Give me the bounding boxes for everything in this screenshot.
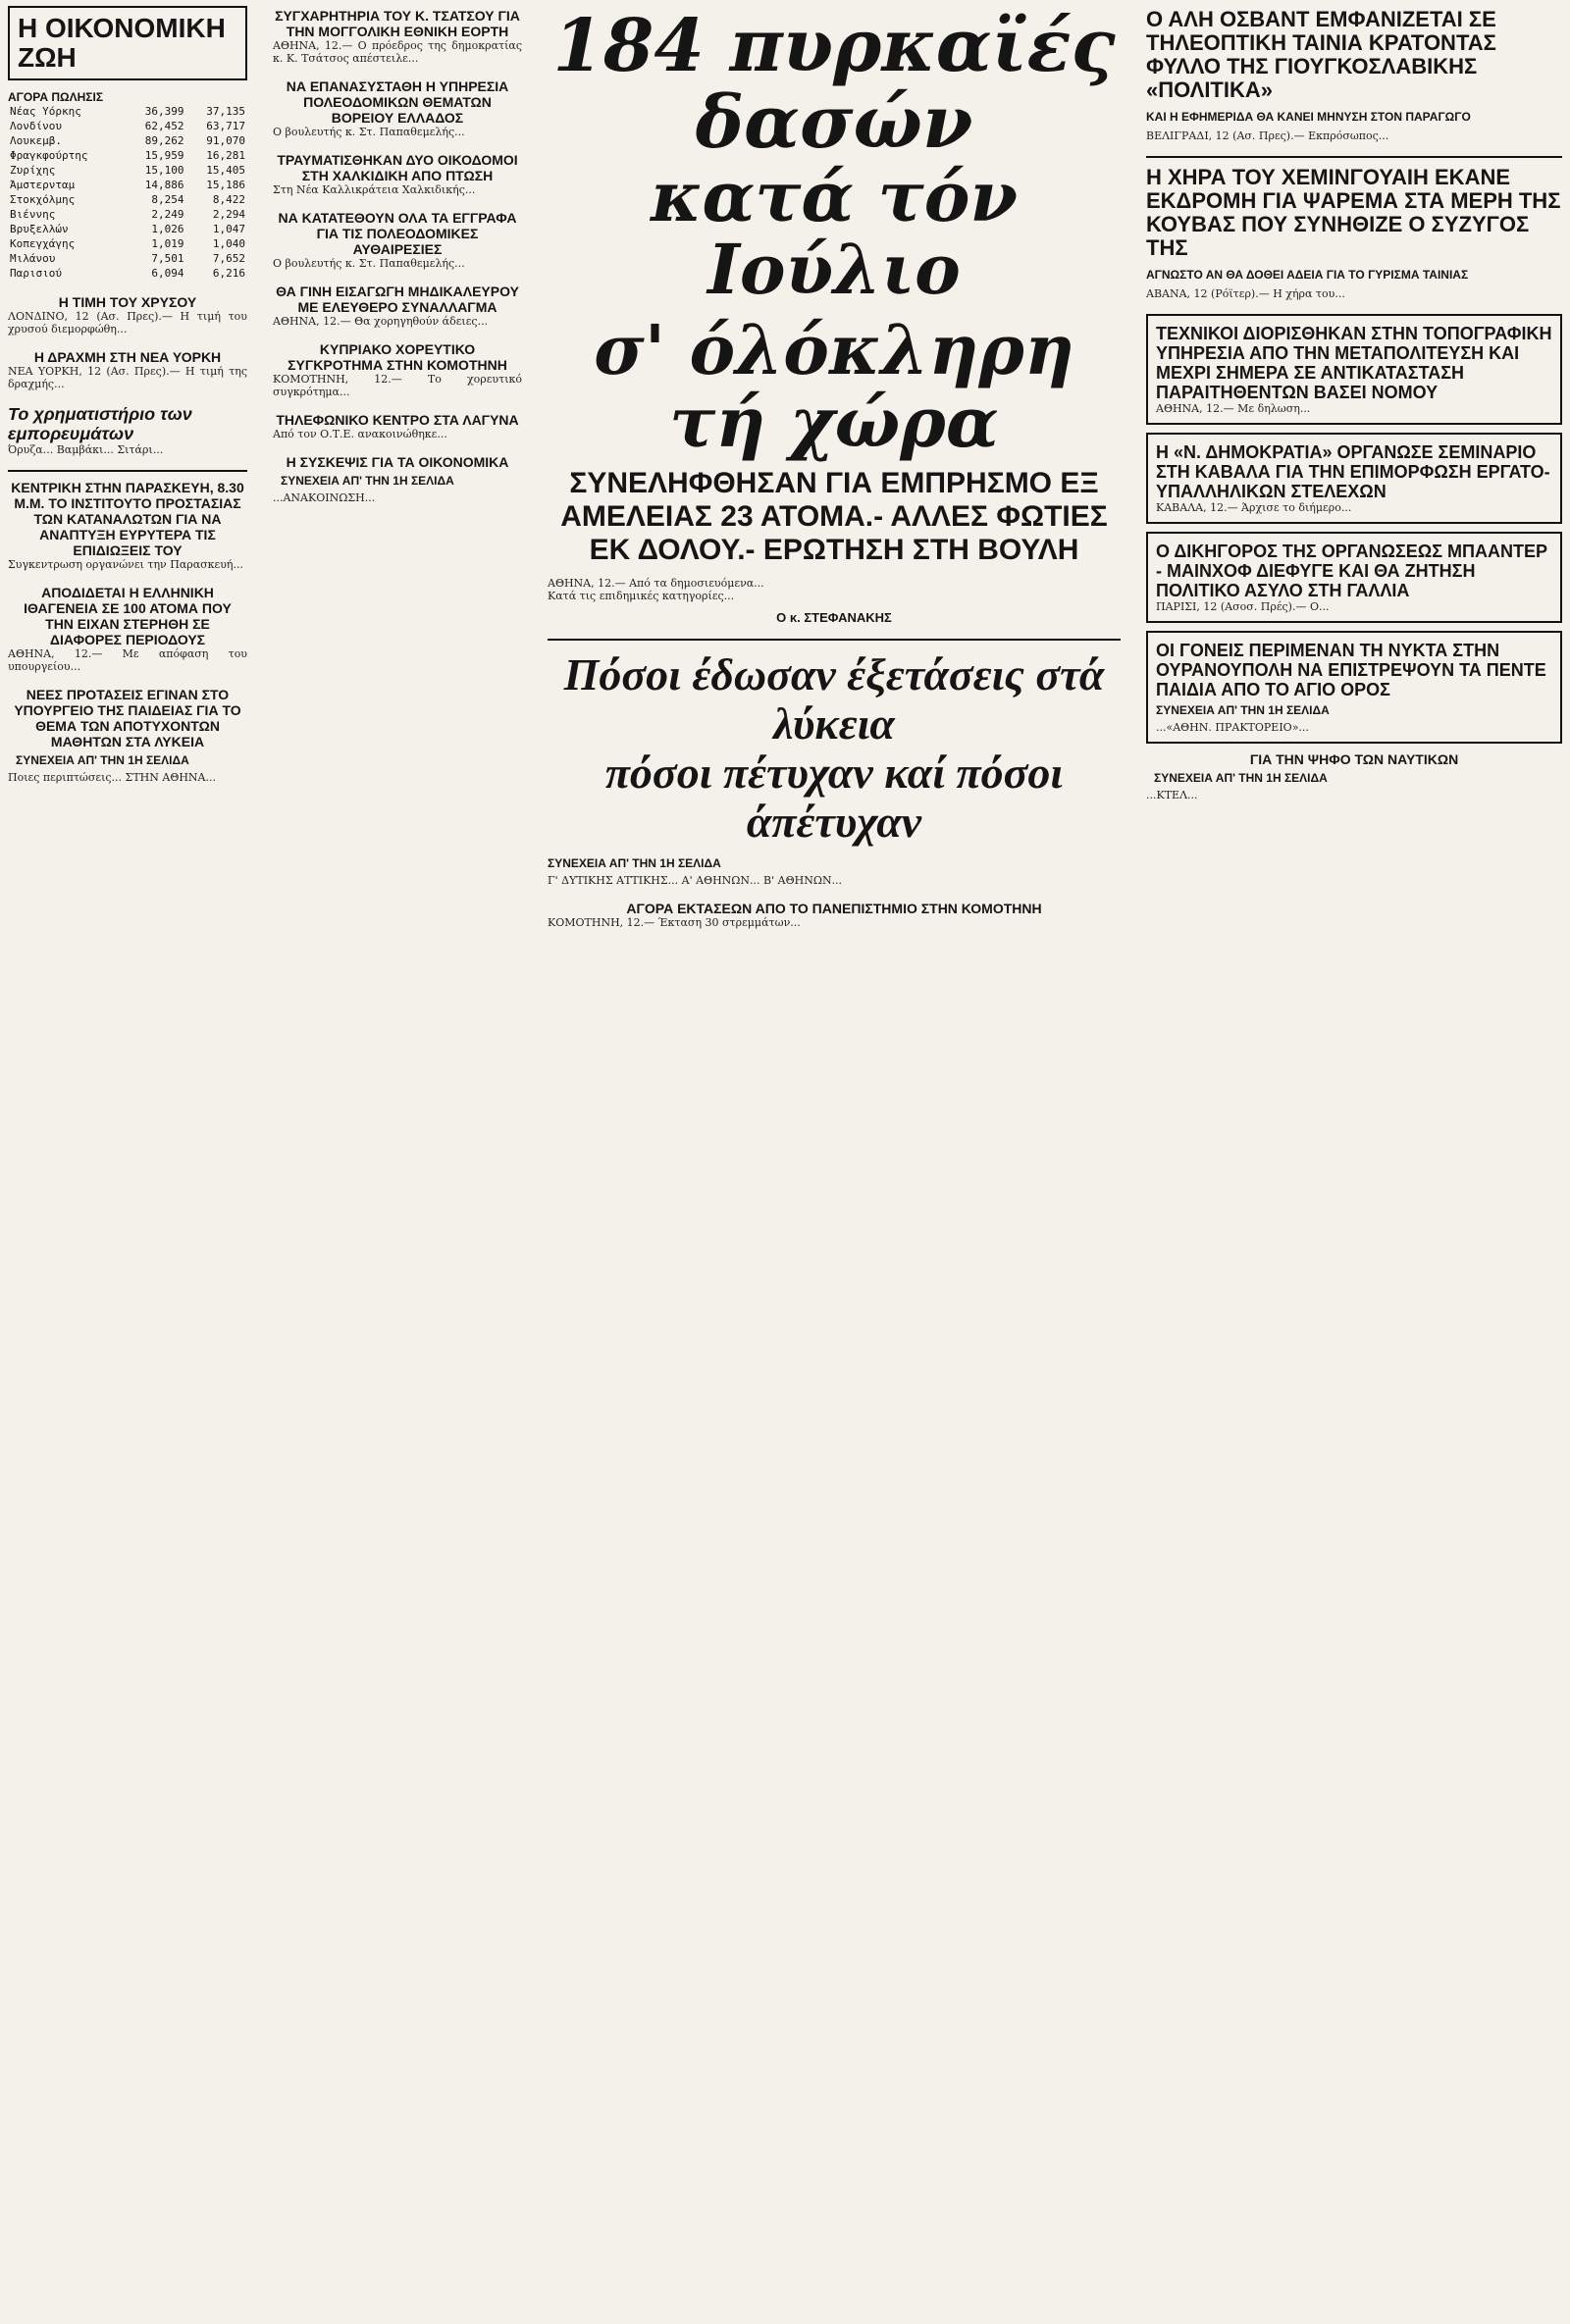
market-title: Το χρηματιστήριο των εμπορευμάτων [8,404,192,443]
banner-line-1: 184 πυρκαϊές δασών [552,4,1116,165]
purchase-title: ΑΓΟΡΑ ΕΚΤΑΣΕΩΝ ΑΠΟ ΤΟ ΠΑΝΕΠΙΣΤΗΜΙΟ ΣΤΗΝ ΚΟΜΟΤΗΝΗ [626,901,1042,916]
exam-continuation: ΣΥΝΕΧΕΙΑ ΑΠ' ΤΗΝ 1Η ΣΕΛΙΔΑ [548,856,721,870]
import-text: ΑΘΗΝΑ, 12.— Θα χορηγηθούν άδειες... [273,315,489,328]
record-title: ΝΑ ΚΑΤΑΤΕΘΟΥΝ ΟΛΑ ΤΑ ΕΓΓΡΑΦΑ ΓΙΑ ΤΙΣ ΠΟΛΕΟΔΟΜΙΚΕΣ ΑΥΘΑΙΡΕΣΙΕΣ [278,210,517,257]
forex-sell: 6,216 [212,267,245,280]
forex-buy: 2,249 [151,208,184,221]
minister-label: Ο κ. ΣΤΕΦΑΝΑΚΗΣ [776,610,892,625]
forex-buy: 1,019 [151,237,184,250]
exam-title [548,650,1121,847]
divider [8,470,247,472]
dollar-title: Η ΔΡΑΧΜΗ ΣΤΗ ΝΕΑ ΥΟΡΚΗ [33,349,222,365]
purchase-section [548,901,1121,929]
parents-box [1146,631,1562,744]
forex-sell: 16,281 [206,149,245,162]
exam-title-line-1: Πόσοι έδωσαν έξετάσεις στά λύκεια [563,649,1105,749]
congrats-section [273,8,522,65]
congrats-text: ΑΘΗΝΑ, 12.— Ο πρόεδρος της δημοκρατίας κ. Κ. Τσάτσος απέστειλε... [273,39,522,65]
nationality-section [8,585,247,673]
column-news-2 [265,0,530,2324]
forex-label: Μιλάνου [10,252,56,265]
forex-buy: 36,399 [144,105,184,118]
table-row [8,148,247,163]
osmani-text: ΒΕΛΙΓΡΑΔΙ, 12 (Ασ. Πρες).— Εκπρόσωπος... [1146,129,1389,142]
forex-sell: 91,070 [206,134,245,147]
forex-label: Φραγκφούρτης [10,149,88,162]
phone-text: Από τον Ο.Τ.Ε. ανακοινώθηκε... [273,428,447,440]
dollar-text: ΝΕΑ ΥΟΡΚΗ, 12 (Ασ. Πρες).— Η τιμή της δραχμής... [8,365,247,390]
vote-text: ...ΚΤΕΛ... [1146,789,1198,801]
forex-label: Άμστερνταμ [10,179,76,191]
econ-section [273,454,522,504]
forex-sell: 15,405 [206,164,245,177]
import-title: ΘΑ ΓΙΝΗ ΕΙΣΑΓΩΓΗ ΜΗΔΙΚΑΛΕΥΡΟΥ ΜΕ ΕΛΕΥΘΕΡΟ ΣΥΝΑΛΛΑΓΜΑ [276,284,519,315]
proposals-title: ΝΕΕΣ ΠΡΟΤΑΣΕΙΣ ΕΓΙΝΑΝ ΣΤΟ ΥΠΟΥΡΓΕΙΟ ΤΗΣ ΠΑΙΔΕΙΑΣ ΓΙΑ ΤΟ ΘΕΜΑ ΤΩΝ ΑΠΟΤΥΧΟΝΤΩΝ ΜΑΘΗΤΩΝ ΣΤΑ ΛΥΚΕΙΑ [14,687,241,749]
nationality-title: ΑΠΟΔΙΔΕΤΑΙ Η ΕΛΛΗΝΙΚΗ ΙΘΑΓΕΝΕΙΑ ΣΕ 100 ΑΤΟΜΑ ΠΟΥ ΤΗΝ ΕΙΧΑΝ ΣΤΕΡΗΘΗ ΣΕ ΔΙΑΦΟΡΕΣ ΠΕΡΙΟΔΟΥΣ [24,585,232,647]
vote-section [1146,751,1562,801]
table-row [8,222,247,236]
proposals-section [8,687,247,784]
econ-text: ...ΑΝΑΚΟΙΝΩΣΗ... [273,491,376,504]
table-row [8,178,247,192]
osmani-title: Ο ΑΛΗ ΟΣΒΑΝΤ ΕΜΦΑΝΙΖΕΤΑΙ ΣΕ ΤΗΛΕΟΠΤΙΚΗ ΤΑΙΝΙΑ ΚΡΑΤΟΝΤΑΣ ΦΥΛΛΟ ΤΗΣ ΓΙΟΥΓΚΟΣΛΑΒΙΚΗΣ «ΠΟΛΙΤΙΚΑ» [1146,7,1496,102]
banner-line-3: σ' όλόκληρη τή χώρα [594,309,1074,463]
econ-continuation: ΣΥΝΕΧΕΙΑ ΑΠ' ΤΗΝ 1Η ΣΕΛΙΔΑ [281,474,454,488]
forex-label: Νέας Υόρκης [10,105,81,118]
table-row [8,133,247,148]
injured-text: Στη Νέα Καλλικράτεια Χαλκιδικής... [273,183,476,196]
dance-text: ΚΟΜΟΤΗΝΗ, 12.— Το χορευτικό συγκρότημα... [273,373,522,398]
column-economy [0,0,255,2324]
lawyer-text: ΠΑΡΙΣΙ, 12 (Ασοσ. Πρές).— Ο... [1156,600,1330,613]
forex-label: Λονδίνου [10,120,62,132]
column-international [1138,0,1570,2324]
forex-buy: 7,501 [151,252,184,265]
vote-continuation: ΣΥΝΕΧΕΙΑ ΑΠ' ΤΗΝ 1Η ΣΕΛΙΔΑ [1154,771,1328,785]
record-section [273,210,522,270]
dem-title: Η «Ν. ΔΗΜΟΚΡΑΤΙΑ» ΟΡΓΑΝΩΣΕ ΣΕΜΙΝΑΡΙΟ ΣΤΗ ΚΑΒΑΛΑ ΓΙΑ ΤΗΝ ΕΠΙΜΟΡΦΩΣΗ ΕΡΓΑΤΟ-ΥΠΑΛΛΗΛΙΚΩΝ ΣΤΕΛΕΧΩΝ [1156,442,1550,501]
table-row [8,251,247,266]
forex-sell: 2,294 [212,208,245,221]
phone-title: ΤΗΛΕΦΩΝΙΚΟ ΚΕΝΤΡΟ ΣΤΑ ΛΑΓΥΝΑ [276,412,519,428]
lawyer-box [1146,532,1562,623]
parents-title: ΟΙ ΓΟΝΕΙΣ ΠΕΡΙΜΕΝΑΝ ΤΗ ΝΥΚΤΑ ΣΤΗΝ ΟΥΡΑΝΟΥΠΟΛΗ ΝΑ ΕΠΙΣΤΡΕΨΟΥΝ ΤΑ ΠΕΝΤΕ ΠΑΙΔΙΑ ΑΠΟ ΤΟ ΑΓΙΟ ΟΡΟΣ [1156,641,1546,699]
column-fires-and-exams [540,0,1128,2324]
forex-sell: 8,422 [212,193,245,206]
import-section [273,284,522,328]
dem-box [1146,433,1562,524]
injured-title: ΤΡΑΥΜΑΤΙΣΘΗΚΑΝ ΔΥΟ ΟΙΚΟΔΟΜΟΙ ΣΤΗ ΧΑΛΚΙΔΙΚΗ ΑΠΟ ΠΤΩΣΗ [277,152,518,183]
gold-section [8,294,247,336]
vote-title: ΓΙΑ ΤΗΝ ΨΗΦΟ ΤΩΝ ΝΑΥΤΙΚΩΝ [1249,751,1459,767]
exam-text-section [548,874,1121,887]
gold-text: ΛΟΝΔΙΝΟ, 12 (Ασ. Πρες).— Η τιμή του χρυσού διεμορφώθη... [8,310,247,336]
divider [548,639,1121,641]
table-row [8,236,247,251]
forex-table [8,104,247,281]
section-title-economy: Η ΟΙΚΟΝΟΜΙΚΗ ΖΩΗ [8,6,247,80]
forex-buy: 6,094 [151,267,184,280]
osmani-text-section [1146,129,1562,142]
record-text: Ο βουλευτής κ. Στ. Παπαθεμελής... [273,257,465,270]
dance-section [273,341,522,398]
forex-label: Λουκεμβ. [10,134,62,147]
divider [1146,156,1562,158]
osmani-sub: ΚΑΙ Η ΕΦΗΜΕΡΙΔΑ ΘΑ ΚΑΝΕΙ ΜΗΝΥΣΗ ΣΤΟΝ ΠΑΡΑΓΩΓΟ [1146,110,1471,124]
table-row [8,266,247,281]
hemingway-sub: ΑΓΝΩΣΤΟ ΑΝ ΘΑ ΔΟΘΕΙ ΑΔΕΙΑ ΓΙΑ ΤΟ ΓΥΡΙΣΜΑ ΤΑΙΝΙΑΣ [1146,268,1469,282]
forex-buy: 62,452 [144,120,184,132]
forex-buy: 15,100 [144,164,184,177]
lawyer-title: Ο ΔΙΚΗΓΟΡΟΣ ΤΗΣ ΟΡΓΑΝΩΣΕΩΣ ΜΠΑΑΝΤΕΡ - ΜΑΙΝΧΟΦ ΔΙΕΦΥΓΕ ΚΑΙ ΘΑ ΖΗΤΗΣΗ ΠΟΛΙΤΙΚΟ ΑΣΥΛΟ ΣΤΗ ΓΑΛΛΙΑ [1156,542,1548,600]
forex-buy: 14,886 [144,179,184,191]
nationality-text: ΑΘΗΝΑ, 12.— Με απόφαση του υπουργείου... [8,647,247,673]
parents-text: ...«ΑΘΗΝ. ΠΡΑΚΤΟΡΕΙΟ»... [1156,721,1309,734]
forex-buy: 8,254 [151,193,184,206]
forex-sell: 1,040 [212,237,245,250]
forex-table-header: ΑΓΟΡΑ ΠΩΛΗΣΙΣ [8,90,104,104]
gold-title: Η ΤΙΜΗ ΤΟΥ ΧΡΥΣΟΥ [58,294,197,310]
forex-label: Ζυρίχης [10,164,56,177]
forex-sell: 15,186 [206,179,245,191]
forex-label: Στοκχόλμης [10,193,76,206]
exam-text: Γ' ΔΥΤΙΚΗΣ ΑΤΤΙΚΗΣ... Α' ΑΘΗΝΩΝ... Β' ΑΘΗΝΩΝ... [548,874,843,887]
consumer-title: ΚΕΝΤΡΙΚΗ ΣΤΗΝ ΠΑΡΑΣΚΕΥΗ, 8.30 Μ.Μ. ΤΟ ΙΝΣΤΙΤΟΥΤΟ ΠΡΟΣΤΑΣΙΑΣ ΤΩΝ ΚΑΤΑΝΑΛΩΤΩΝ ΓΙΑ ΝΑ ΑΝΑΠΤΥΞΗ ΕΥΡΥΤΕΡΑ ΤΙΣ ΕΠΙΔΙΩΞΕΙΣ ΤΟΥ [11,480,244,558]
hemingway-text: ΑΒΑΝΑ, 12 (Ρόϊτερ).— Η χήρα του... [1146,287,1345,300]
forex-buy: 1,026 [151,223,184,235]
consumer-section [8,480,247,571]
dance-title: ΚΥΠΡΙΑΚΟ ΧΟΡΕΥΤΙΚΟ ΣΥΓΚΡΟΤΗΜΑ ΣΤΗΝ ΚΟΜΟΤΗΝΗ [288,341,507,373]
parents-continuation: ΣΥΝΕΧΕΙΑ ΑΠ' ΤΗΝ 1Η ΣΕΛΙΔΑ [1156,703,1330,717]
table-row [8,207,247,222]
fires-deck: ΣΥΝΕΛΗΦΘΗΣΑΝ ΓΙΑ ΕΜΠΡΗΣΜΟ ΕΞ ΑΜΕΛΕΙΑΣ 23 ΑΤΟΜΑ.- ΑΛΛΕΣ ΦΩΤΙΕΣ ΕΚ ΔΟΛΟΥ.- ΕΡΩΤΗΣΗ ΣΤΗ ΒΟΥΛΗ [560,467,1108,566]
service-text: Ο βουλευτής κ. Στ. Παπαθεμελής... [273,126,465,138]
forex-label: Παρισιού [10,267,62,280]
dem-text: ΚΑΒΑΛΑ, 12.— Άρχισε το διήμερο... [1156,501,1352,514]
purchase-text: ΚΟΜΟΤΗΝΗ, 12.— Έκταση 30 στρεμμάτων... [548,916,801,929]
table-row [8,192,247,207]
proposals-continuation: ΣΥΝΕΧΕΙΑ ΑΠ' ΤΗΝ 1Η ΣΕΛΙΔΑ [16,753,189,767]
forex-sell: 7,652 [212,252,245,265]
service-title: ΝΑ ΕΠΑΝΑΣΥΣΤΑΘΗ Η ΥΠΗΡΕΣΙΑ ΠΟΛΕΟΔΟΜΙΚΩΝ ΘΕΜΑΤΩΝ ΒΟΡΕΙΟΥ ΕΛΛΑΔΟΣ [286,78,509,126]
forex-sell: 63,717 [206,120,245,132]
hemingway-text-section [1146,287,1562,300]
forex-label: Βιέννης [10,208,56,221]
injured-section [273,152,522,196]
consumer-text: Συγκεντρωση οργανώνει την Παρασκευή... [8,558,243,571]
fires-text-section [548,577,1121,625]
market-text: Όρυζα... Βαμβάκι... Σιτάρι... [8,443,164,456]
proposals-text: Ποιες περιπτώσεις... ΣΤΗΝ ΑΘΗΝΑ... [8,771,216,784]
phone-section [273,412,522,440]
forex-buy: 15,959 [144,149,184,162]
hemingway-title: Η ΧΗΡΑ ΤΟΥ ΧΕΜΙΝΓΟΥΑΙΗ ΕΚΑΝΕ ΕΚΔΡΟΜΗ ΓΙΑ ΨΑΡΕΜΑ ΣΤΑ ΜΕΡΗ ΤΗΣ ΚΟΥΒΑΣ ΠΟΥ ΣΥΝΗΘΙΖΕ Ο ΣΥΖΥΓΟΣ ΤΗΣ [1146,165,1561,260]
topo-box [1146,314,1562,425]
forex-sell: 37,135 [206,105,245,118]
forex-section [8,90,247,281]
topo-title: ΤΕΧΝΙΚΟΙ ΔΙΟΡΙΣΘΗΚΑΝ ΣΤΗΝ ΤΟΠΟΓΡΑΦΙΚΗ ΥΠΗΡΕΣΙΑ ΑΠΟ ΤΗΝ ΜΕΤΑΠΟΛΙΤΕΥΣΗ ΚΑΙ ΜΕΧΡΙ ΣΗΜΕΡΑ ΣΕ ΑΝΤΙΚΑΤΑΣΤΑΣΗ ΠΑΡΑΙΤΗΘΕΝΤΩΝ ΒΑΣΕΙ ΝΟΜΟΥ [1156,324,1552,402]
topo-text: ΑΘΗΝΑ, 12.— Με δηλωση... [1156,402,1311,415]
forex-label: Βρυξελλών [10,223,69,235]
table-row [8,104,247,119]
econ-title: Η ΣΥΣΚΕΨΙΣ ΓΙΑ ΤΑ ΟΙΚΟΝΟΜΙΚΑ [286,454,509,470]
forex-label: Κοπεγχάγης [10,237,76,250]
market-section [8,404,247,456]
exam-title-line-2: πόσοι πέτυχαν καί πόσοι άπέτυχαν [604,748,1064,847]
forex-buy: 89,262 [144,134,184,147]
fires-text-a: ΑΘΗΝΑ, 12.— Από τα δημοσιευόμενα... [548,577,764,590]
table-row [8,163,247,178]
service-section [273,78,522,138]
dollar-section [8,349,247,390]
congrats-title: ΣΥΓΧΑΡΗΤΗΡΙΑ ΤΟΥ Κ. ΤΣΑΤΣΟΥ ΓΙΑ ΤΗΝ ΜΟΓΓΟΛΙΚΗ ΕΘΝΙΚΗ ΕΟΡΤΗ [275,8,520,39]
fires-text-b: Κατά τις επιδημικές κατηγορίες... [548,590,735,602]
banner-line-2: κατά τόν Ιούλιο [650,156,1019,310]
forex-table-body [8,104,247,281]
table-row [8,119,247,133]
forex-sell: 1,047 [212,223,245,235]
